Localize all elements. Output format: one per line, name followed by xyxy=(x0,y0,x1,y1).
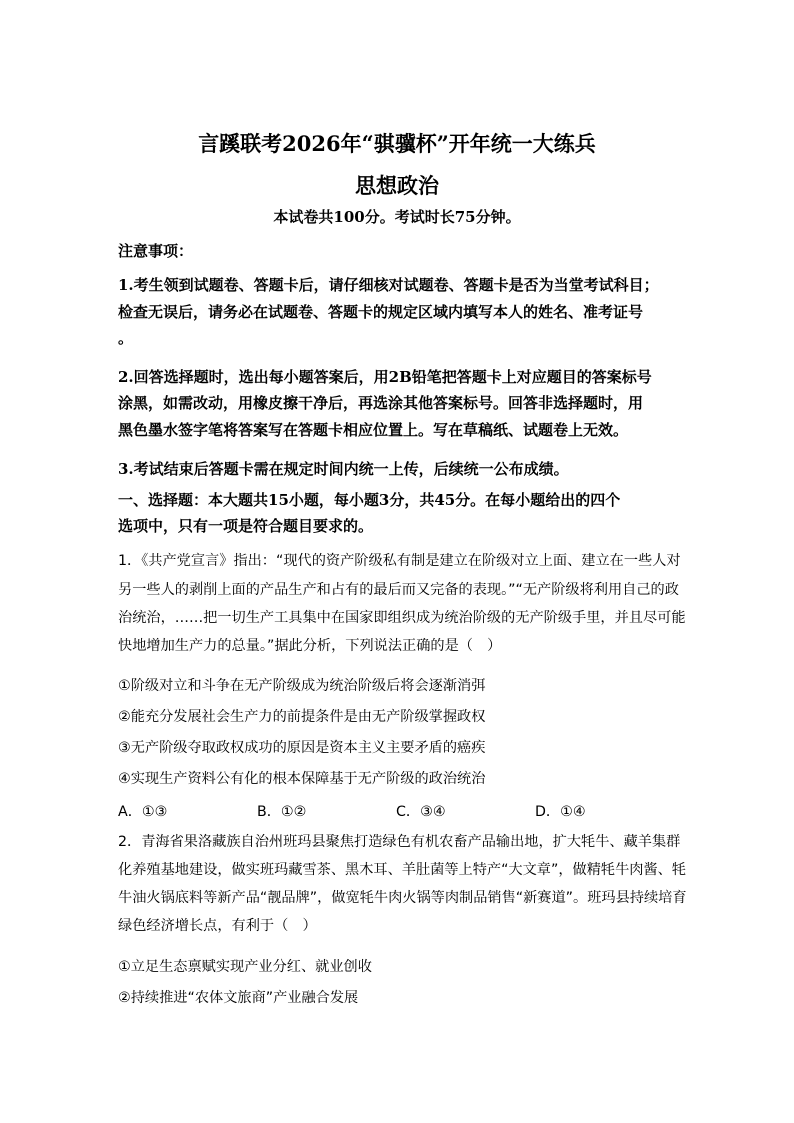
q1-statement-4: ④实现生产资料公有化的根本保障基于无产阶级的政治统治 xyxy=(118,771,486,787)
q1-choice-b: B．①② xyxy=(257,804,307,820)
exam-title: 言蹊联考2026年“骐骥杯”开年统一大练兵 xyxy=(198,131,596,156)
note-2-line-1: 2.回答选择题时，选出每小题答案后，用2B铅笔把答题卡上对应题目的答案标号 xyxy=(118,368,652,386)
q1-statement-1: ①阶级对立和斗争在无产阶级成为统治阶级后将会逐渐消弭 xyxy=(118,678,486,694)
q1-stem-line-4: 快地增加生产力的总量。”据此分析，下列说法正确的是（ ） xyxy=(118,638,502,654)
q1-stem-line-1: 1．《共产党宣言》指出：“现代的资产阶级私有制是建立在阶级对立上面、建立在一些人对 xyxy=(118,553,681,569)
section-heading-line-2: 选项中，只有一项是符合题目要求的。 xyxy=(118,517,374,535)
q1-choice-d: D．①④ xyxy=(535,804,586,820)
section-heading-line-1: 一、选择题：本大题共15小题，每小题3分，共45分。在每小题给出的四个 xyxy=(118,491,621,509)
note-1-line-3: 。 xyxy=(118,329,134,347)
notes-heading: 注意事项： xyxy=(118,242,194,260)
q2-stem-line-2: 化养殖基地建设，做实班玛藏雪茶、黑木耳、羊肚菌等上特产“大文章”，做精牦牛肉酱、牦 xyxy=(118,862,687,878)
q1-statement-2: ②能充分发展社会生产力的前提条件是由无产阶级掌握政权 xyxy=(118,709,486,725)
q1-stem-line-2: 另一些人的剥削上面的产品生产和占有的最后而又完备的表现。”“无产阶级将利用自己的政 xyxy=(118,582,679,598)
q2-statement-1: ①立足生态禀赋实现产业分红、就业创收 xyxy=(118,959,372,975)
q1-choice-a: A．①③ xyxy=(118,804,168,820)
q2-stem-line-4: 绿色经济增长点，有利于（ ） xyxy=(118,918,317,934)
note-1-line-1: 1.考生领到试题卷、答题卡后，请仔细核对试题卷、答题卡是否为当堂考试科目； xyxy=(118,276,659,294)
note-2-line-3: 黑色墨水签字笔将答案写在答题卡相应位置上。写在草稿纸、试题卷上无效。 xyxy=(118,421,629,439)
q1-choice-c: C．③④ xyxy=(396,804,446,820)
q2-stem-line-3: 牛油火锅底料等新产品“靓品牌”，做宽牦牛肉火锅等肉制品销售“新赛道”。班玛县持续培育 xyxy=(118,890,687,906)
note-3: 3.考试结束后答题卡需在规定时间内统一上传，后续统一公布成绩。 xyxy=(118,460,569,478)
q2-stem-line-1: 2．青海省果洛藏族自治州班玛县聚焦打造绿色有机农畜产品输出地，扩大牦牛、藏羊集群 xyxy=(118,834,681,850)
q1-stem-line-3: 治统治，……把一切生产工具集中在国家即组织成为统治阶级的无产阶级手里，并且尽可能 xyxy=(118,610,686,626)
q1-statement-3: ③无产阶级夺取政权成功的原因是资本主义主要矛盾的癌疾 xyxy=(118,740,486,756)
subject-title: 思想政治 xyxy=(355,173,439,198)
note-2-line-2: 涂黑，如需改动，用橡皮擦干净后，再选涂其他答案标号。回答非选择题时，用 xyxy=(118,394,644,412)
note-1-line-2: 检查无误后，请务必在试题卷、答题卡的规定区域内填写本人的姓名、准考证号 xyxy=(118,303,644,321)
exam-info: 本试卷共100分。考试时长75分钟。 xyxy=(273,208,521,226)
q2-statement-2: ②持续推进“农体文旅商”产业融合发展 xyxy=(118,990,359,1006)
